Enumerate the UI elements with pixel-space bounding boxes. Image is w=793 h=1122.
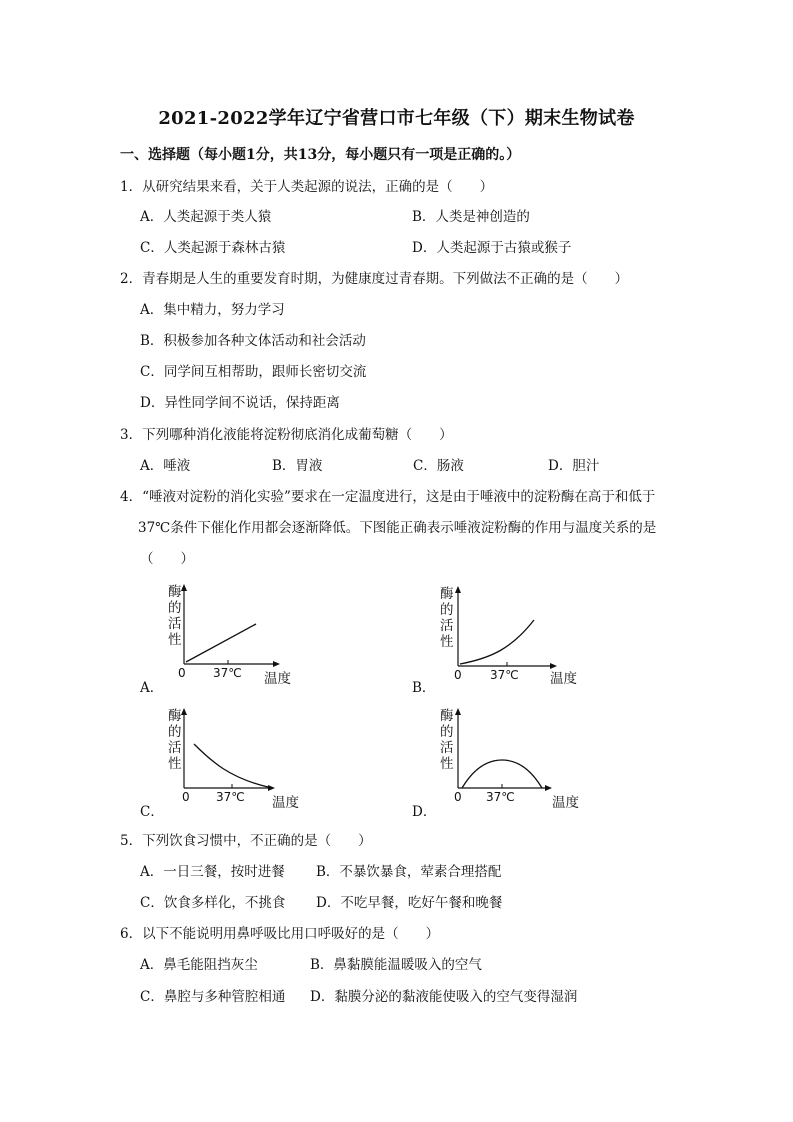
- question-5-option-d: D．不吃早餐，吃好午餐和晚餐: [316, 895, 503, 911]
- ylabel-char: 的: [440, 602, 454, 618]
- ylabel-char: 性: [440, 634, 454, 650]
- graph-b-option-label: B．: [412, 680, 436, 696]
- question-1-stem: 1．从研究结果来看，关于人类起源的说法，正确的是（ ）: [120, 179, 494, 195]
- question-6-stem: 6．以下不能说明用鼻呼吸比用口呼吸好的是（ ）: [120, 926, 440, 942]
- ylabel-char: 酶: [168, 708, 182, 724]
- xlabel: 温度: [550, 671, 577, 687]
- question-6-option-c: C．鼻腔与多种管腔相通: [140, 989, 286, 1005]
- origin-label: 0: [178, 666, 186, 680]
- ylabel-char: 性: [440, 756, 454, 772]
- question-3-option-c: C．肠液: [413, 458, 464, 474]
- y-axis-arrow: [181, 708, 187, 715]
- question-2-stem: 2．青春期是人生的重要发育时期，为健康度过青春期。下列做法不正确的是（ ）: [120, 271, 629, 287]
- question-6-option-d: D．黏膜分泌的黏液能使吸入的空气变得湿润: [310, 989, 578, 1005]
- y-axis-arrow: [455, 586, 461, 593]
- question-6-option-a: A．鼻毛能阻挡灰尘: [140, 957, 258, 973]
- ylabel-char: 活: [440, 618, 454, 634]
- graph-a-option-label: A．: [140, 680, 164, 696]
- question-3-stem: 3．下列哪种消化液能将淀粉彻底消化成葡萄糖（ ）: [120, 427, 453, 443]
- ylabel-char: 的: [168, 600, 182, 616]
- x-axis-arrow: [550, 663, 557, 669]
- graph-c-option-label: C．: [140, 804, 164, 820]
- question-2-option-b: B．积极参加各种文体活动和社会活动: [140, 333, 366, 349]
- y-axis-arrow: [181, 584, 187, 591]
- activity-curve: [186, 624, 256, 662]
- origin-label: 0: [454, 790, 462, 804]
- xlabel: 温度: [272, 795, 299, 811]
- xlabel: 温度: [264, 671, 291, 687]
- question-3-option-d: D．胆汁: [548, 458, 600, 474]
- ylabel-char: 性: [168, 632, 182, 648]
- question-5-option-b: B．不暴饮暴食，荤素合理搭配: [316, 864, 502, 880]
- question-5-option-a: A．一日三餐，按时进餐: [140, 864, 285, 880]
- ylabel-char: 酶: [168, 584, 182, 600]
- ylabel-char: 的: [168, 724, 182, 740]
- xlabel: 温度: [552, 795, 579, 811]
- question-4-stem-line3: （ ）: [140, 551, 194, 567]
- ylabel-char: 酶: [440, 586, 454, 602]
- graph-b: [412, 586, 582, 696]
- question-4-stem-line2: 37℃条件下催化作用都会逐渐降低。下图能正确表示唾液淀粉酶的作用与温度关系的是: [138, 520, 657, 536]
- origin-label: 0: [182, 790, 190, 804]
- question-1-option-b: B．人类是神创造的: [412, 209, 530, 225]
- question-1-option-d: D．人类起源于古猿或猴子: [412, 240, 572, 256]
- x-axis-arrow: [545, 785, 552, 791]
- tick-37-label: 37℃: [490, 668, 519, 682]
- ylabel-char: 的: [440, 724, 454, 740]
- question-5-option-c: C．饮食多样化，不挑食: [140, 895, 286, 911]
- x-axis-arrow: [268, 785, 275, 791]
- activity-curve: [460, 620, 534, 664]
- ylabel-char: 性: [168, 756, 182, 772]
- graph-a: [140, 584, 300, 694]
- tick-37-label: 37℃: [486, 790, 515, 804]
- graph-d: [412, 708, 592, 818]
- activity-curve: [462, 760, 542, 788]
- graph-c: [140, 708, 310, 818]
- tick-37-label: 37℃: [216, 790, 245, 804]
- page-title: 2021-2022学年辽宁省营口市七年级（下）期末生物试卷: [158, 108, 635, 129]
- tick-37-label: 37℃: [213, 666, 242, 680]
- question-4-stem-line1: 4．“唾液对淀粉的消化实验”要求在一定温度进行，这是由于唾液中的淀粉酶在高于和低于: [120, 489, 656, 505]
- question-1-option-a: A．人类起源于类人猿: [140, 209, 272, 225]
- ylabel-char: 酶: [440, 708, 454, 724]
- ylabel-char: 活: [168, 740, 182, 756]
- section-heading: 一、选择题（每小题1分，共13分，每小题只有一项是正确的。）: [120, 147, 521, 163]
- question-3-option-a: A．唾液: [140, 458, 191, 474]
- x-axis-arrow: [273, 661, 280, 667]
- question-1-option-c: C．人类起源于森林古猿: [140, 240, 286, 256]
- question-2-option-d: D．异性同学间不说话，保持距离: [140, 395, 340, 411]
- question-3-option-b: B．胃液: [272, 458, 323, 474]
- question-6-option-b: B．鼻黏膜能温暖吸入的空气: [310, 957, 482, 973]
- question-2-option-a: A．集中精力，努力学习: [140, 302, 285, 318]
- origin-label: 0: [454, 668, 462, 682]
- question-2-option-c: C．同学间互相帮助，跟师长密切交流: [140, 364, 367, 380]
- activity-curve: [194, 744, 268, 787]
- ylabel-char: 活: [440, 740, 454, 756]
- question-5-stem: 5．下列饮食习惯中，不正确的是（ ）: [120, 833, 372, 849]
- y-axis-arrow: [455, 708, 461, 715]
- graph-d-option-label: D．: [412, 804, 437, 820]
- ylabel-char: 活: [168, 616, 182, 632]
